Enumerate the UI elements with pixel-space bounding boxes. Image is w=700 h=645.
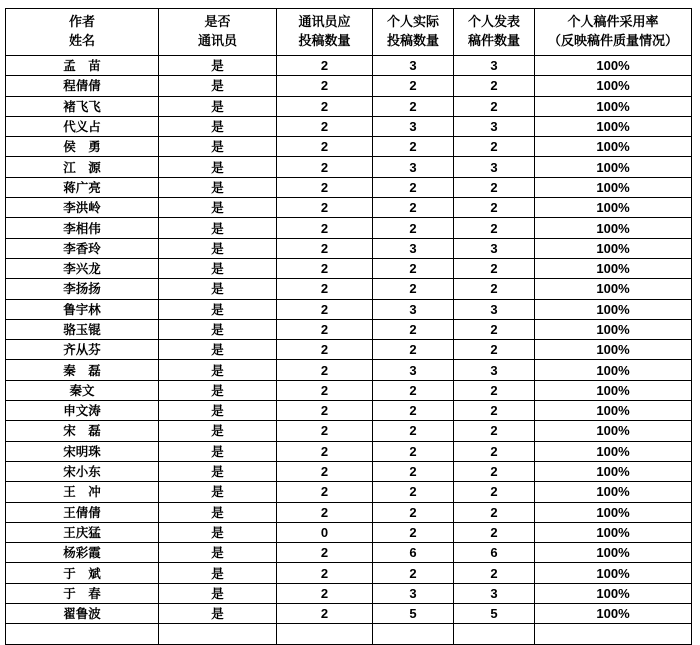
adoption-rate-cell: 100% — [535, 198, 692, 218]
correspondent-cell: 是 — [159, 461, 277, 481]
adoption-rate-cell: 100% — [535, 502, 692, 522]
correspondent-cell: 是 — [159, 299, 277, 319]
author-name-cell: 李相伟 — [6, 218, 159, 238]
actual-count-cell: 2 — [373, 137, 454, 157]
author-name-cell: 李扬扬 — [6, 279, 159, 299]
published-count-cell: 2 — [454, 441, 535, 461]
adoption-rate-cell: 100% — [535, 76, 692, 96]
published-count-cell: 2 — [454, 502, 535, 522]
partial-cell — [454, 624, 535, 644]
author-name-cell: 秦 磊 — [6, 360, 159, 380]
table-row — [6, 401, 692, 421]
published-count-cell: 6 — [454, 543, 535, 563]
adoption-rate-cell: 100% — [535, 482, 692, 502]
correspondent-cell: 是 — [159, 482, 277, 502]
header-author-name: 作者 姓名 — [6, 9, 159, 56]
author-name-cell: 于 春 — [6, 583, 159, 603]
published-count-cell: 2 — [454, 482, 535, 502]
correspondent-cell: 是 — [159, 157, 277, 177]
required-count-cell: 2 — [277, 218, 373, 238]
correspondent-cell: 是 — [159, 360, 277, 380]
correspondent-cell: 是 — [159, 96, 277, 116]
published-count-cell: 3 — [454, 238, 535, 258]
adoption-rate-cell: 100% — [535, 461, 692, 481]
author-name-cell: 骆玉锟 — [6, 319, 159, 339]
table-row — [6, 116, 692, 136]
required-count-cell: 2 — [277, 583, 373, 603]
actual-count-cell: 3 — [373, 56, 454, 76]
actual-count-cell: 2 — [373, 198, 454, 218]
published-count-cell: 3 — [454, 583, 535, 603]
adoption-rate-cell: 100% — [535, 360, 692, 380]
table-row — [6, 441, 692, 461]
adoption-rate-cell: 100% — [535, 279, 692, 299]
required-count-cell: 2 — [277, 543, 373, 563]
partial-cell — [373, 624, 454, 644]
published-count-cell: 3 — [454, 56, 535, 76]
published-count-cell: 2 — [454, 461, 535, 481]
author-name-cell: 李香玲 — [6, 238, 159, 258]
correspondent-cell: 是 — [159, 441, 277, 461]
adoption-rate-cell: 100% — [535, 543, 692, 563]
published-count-cell: 2 — [454, 279, 535, 299]
actual-count-cell: 6 — [373, 543, 454, 563]
required-count-cell: 2 — [277, 421, 373, 441]
actual-count-cell: 2 — [373, 76, 454, 96]
correspondent-cell: 是 — [159, 279, 277, 299]
required-count-cell: 2 — [277, 604, 373, 624]
header-published-count: 个人发表 稿件数量 — [454, 9, 535, 56]
adoption-rate-cell: 100% — [535, 522, 692, 542]
correspondent-cell: 是 — [159, 502, 277, 522]
author-name-cell: 孟 苗 — [6, 56, 159, 76]
required-count-cell: 2 — [277, 96, 373, 116]
author-name-cell: 杨彩霞 — [6, 543, 159, 563]
correspondent-cell: 是 — [159, 116, 277, 136]
author-name-cell: 李兴龙 — [6, 258, 159, 278]
header-adoption-rate: 个人稿件采用率 （反映稿件质量情况） — [535, 9, 692, 56]
correspondent-cell: 是 — [159, 421, 277, 441]
table-row — [6, 583, 692, 603]
adoption-rate-cell: 100% — [535, 218, 692, 238]
actual-count-cell: 5 — [373, 604, 454, 624]
table-body — [6, 56, 692, 645]
author-name-cell: 翟鲁波 — [6, 604, 159, 624]
author-name-cell: 宋明珠 — [6, 441, 159, 461]
partial-cell — [159, 624, 277, 644]
required-count-cell: 2 — [277, 482, 373, 502]
table-row — [6, 604, 692, 624]
required-count-cell: 2 — [277, 299, 373, 319]
actual-count-cell: 2 — [373, 279, 454, 299]
published-count-cell: 2 — [454, 198, 535, 218]
adoption-rate-cell: 100% — [535, 177, 692, 197]
table-row — [6, 319, 692, 339]
author-name-cell: 王倩倩 — [6, 502, 159, 522]
table-row — [6, 502, 692, 522]
actual-count-cell: 2 — [373, 319, 454, 339]
actual-count-cell: 2 — [373, 502, 454, 522]
actual-count-cell: 3 — [373, 583, 454, 603]
table-row — [6, 563, 692, 583]
author-name-cell: 齐从芬 — [6, 340, 159, 360]
table-row — [6, 218, 692, 238]
required-count-cell: 2 — [277, 319, 373, 339]
correspondent-cell: 是 — [159, 563, 277, 583]
adoption-rate-cell: 100% — [535, 340, 692, 360]
adoption-rate-cell: 100% — [535, 258, 692, 278]
correspondent-cell: 是 — [159, 340, 277, 360]
required-count-cell: 2 — [277, 238, 373, 258]
adoption-rate-cell: 100% — [535, 238, 692, 258]
actual-count-cell: 2 — [373, 441, 454, 461]
correspondent-cell: 是 — [159, 401, 277, 421]
adoption-rate-cell: 100% — [535, 583, 692, 603]
author-name-cell: 蒋广亮 — [6, 177, 159, 197]
required-count-cell: 2 — [277, 56, 373, 76]
required-count-cell: 2 — [277, 177, 373, 197]
author-name-cell: 江 源 — [6, 157, 159, 177]
required-count-cell: 2 — [277, 198, 373, 218]
table-row — [6, 56, 692, 76]
adoption-rate-cell: 100% — [535, 137, 692, 157]
author-name-cell: 秦文 — [6, 380, 159, 400]
table-row — [6, 96, 692, 116]
required-count-cell: 2 — [277, 340, 373, 360]
author-name-cell: 宋小东 — [6, 461, 159, 481]
actual-count-cell: 2 — [373, 401, 454, 421]
adoption-rate-cell: 100% — [535, 380, 692, 400]
header-actual-submissions: 个人实际 投稿数量 — [373, 9, 454, 56]
adoption-rate-cell: 100% — [535, 116, 692, 136]
required-count-cell: 2 — [277, 441, 373, 461]
adoption-rate-cell: 100% — [535, 421, 692, 441]
required-count-cell: 2 — [277, 258, 373, 278]
header-required-submissions: 通讯员应 投稿数量 — [277, 9, 373, 56]
required-count-cell: 2 — [277, 116, 373, 136]
published-count-cell: 2 — [454, 340, 535, 360]
published-count-cell: 2 — [454, 218, 535, 238]
correspondent-cell: 是 — [159, 319, 277, 339]
table-row — [6, 543, 692, 563]
table-row — [6, 76, 692, 96]
published-count-cell: 2 — [454, 177, 535, 197]
partial-cell — [277, 624, 373, 644]
actual-count-cell: 2 — [373, 340, 454, 360]
published-count-cell: 3 — [454, 360, 535, 380]
author-name-cell: 王庆猛 — [6, 522, 159, 542]
author-name-cell: 鲁宇林 — [6, 299, 159, 319]
published-count-cell: 2 — [454, 563, 535, 583]
published-count-cell: 5 — [454, 604, 535, 624]
published-count-cell: 3 — [454, 299, 535, 319]
published-count-cell: 2 — [454, 380, 535, 400]
table-row — [6, 380, 692, 400]
actual-count-cell: 2 — [373, 218, 454, 238]
author-name-cell: 李洪岭 — [6, 198, 159, 218]
table-row — [6, 157, 692, 177]
author-name-cell: 代义占 — [6, 116, 159, 136]
adoption-rate-cell: 100% — [535, 563, 692, 583]
actual-count-cell: 2 — [373, 461, 454, 481]
partial-cell — [6, 624, 159, 644]
correspondent-cell: 是 — [159, 604, 277, 624]
published-count-cell: 2 — [454, 96, 535, 116]
table-row — [6, 279, 692, 299]
correspondent-cell: 是 — [159, 258, 277, 278]
required-count-cell: 2 — [277, 157, 373, 177]
required-count-cell: 0 — [277, 522, 373, 542]
actual-count-cell: 2 — [373, 177, 454, 197]
adoption-rate-cell: 100% — [535, 299, 692, 319]
author-name-cell: 褚飞飞 — [6, 96, 159, 116]
correspondent-cell: 是 — [159, 218, 277, 238]
correspondent-cell: 是 — [159, 177, 277, 197]
correspondent-cell: 是 — [159, 583, 277, 603]
required-count-cell: 2 — [277, 401, 373, 421]
correspondent-cell: 是 — [159, 198, 277, 218]
required-count-cell: 2 — [277, 461, 373, 481]
author-name-cell: 程倩倩 — [6, 76, 159, 96]
table-row — [6, 482, 692, 502]
required-count-cell: 2 — [277, 76, 373, 96]
actual-count-cell: 3 — [373, 157, 454, 177]
published-count-cell: 2 — [454, 137, 535, 157]
header-is-correspondent: 是否 通讯员 — [159, 9, 277, 56]
published-count-cell: 2 — [454, 258, 535, 278]
actual-count-cell: 2 — [373, 482, 454, 502]
table-row-partial — [6, 624, 692, 644]
table-row — [6, 177, 692, 197]
published-count-cell: 2 — [454, 401, 535, 421]
required-count-cell: 2 — [277, 563, 373, 583]
adoption-rate-cell: 100% — [535, 604, 692, 624]
adoption-rate-cell: 100% — [535, 441, 692, 461]
correspondent-cell: 是 — [159, 543, 277, 563]
author-name-cell: 侯 勇 — [6, 137, 159, 157]
table-row — [6, 258, 692, 278]
adoption-rate-cell: 100% — [535, 157, 692, 177]
author-name-cell: 于 斌 — [6, 563, 159, 583]
required-count-cell: 2 — [277, 360, 373, 380]
table-row — [6, 198, 692, 218]
adoption-rate-cell: 100% — [535, 319, 692, 339]
table-header-row — [6, 9, 692, 56]
actual-count-cell: 2 — [373, 96, 454, 116]
table-row — [6, 461, 692, 481]
actual-count-cell: 2 — [373, 563, 454, 583]
author-name-cell: 申文涛 — [6, 401, 159, 421]
table-row — [6, 522, 692, 542]
partial-cell — [535, 624, 692, 644]
table-row — [6, 340, 692, 360]
required-count-cell: 2 — [277, 279, 373, 299]
actual-count-cell: 2 — [373, 380, 454, 400]
actual-count-cell: 3 — [373, 360, 454, 380]
actual-count-cell: 2 — [373, 522, 454, 542]
required-count-cell: 2 — [277, 380, 373, 400]
table-row — [6, 137, 692, 157]
table-row — [6, 421, 692, 441]
published-count-cell: 2 — [454, 76, 535, 96]
actual-count-cell: 3 — [373, 116, 454, 136]
required-count-cell: 2 — [277, 137, 373, 157]
required-count-cell: 2 — [277, 502, 373, 522]
adoption-rate-cell: 100% — [535, 96, 692, 116]
correspondent-cell: 是 — [159, 137, 277, 157]
published-count-cell: 2 — [454, 421, 535, 441]
table-row — [6, 238, 692, 258]
published-count-cell: 2 — [454, 522, 535, 542]
published-count-cell: 3 — [454, 116, 535, 136]
actual-count-cell: 3 — [373, 238, 454, 258]
actual-count-cell: 3 — [373, 299, 454, 319]
published-count-cell: 3 — [454, 157, 535, 177]
adoption-rate-cell: 100% — [535, 56, 692, 76]
correspondent-cell: 是 — [159, 522, 277, 542]
submission-stats-table — [5, 8, 692, 645]
correspondent-cell: 是 — [159, 380, 277, 400]
submission-stats-sheet — [5, 8, 692, 645]
adoption-rate-cell: 100% — [535, 401, 692, 421]
correspondent-cell: 是 — [159, 76, 277, 96]
author-name-cell: 宋 磊 — [6, 421, 159, 441]
table-row — [6, 360, 692, 380]
actual-count-cell: 2 — [373, 421, 454, 441]
actual-count-cell: 2 — [373, 258, 454, 278]
table-row — [6, 299, 692, 319]
correspondent-cell: 是 — [159, 56, 277, 76]
author-name-cell: 王 冲 — [6, 482, 159, 502]
published-count-cell: 2 — [454, 319, 535, 339]
correspondent-cell: 是 — [159, 238, 277, 258]
